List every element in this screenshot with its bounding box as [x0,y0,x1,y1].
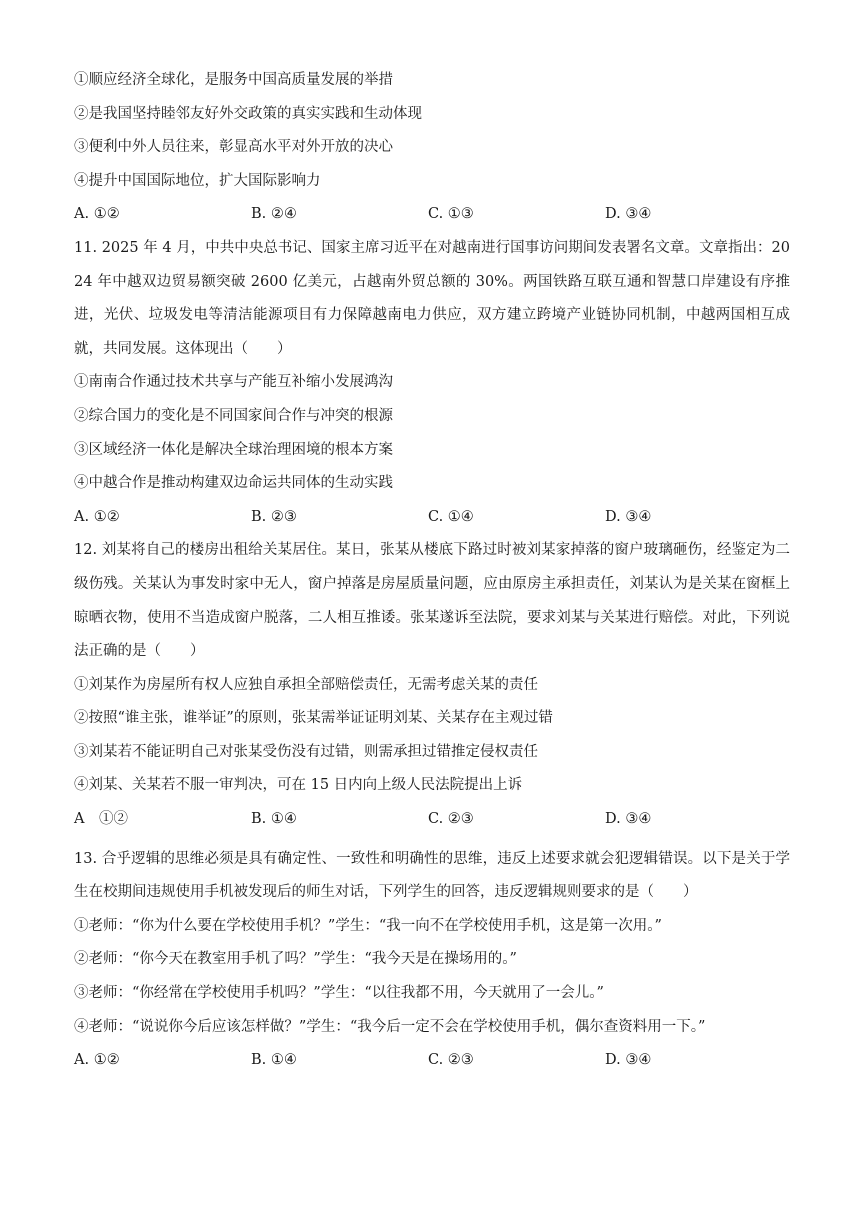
q11-option-d: D. ③④ [605,508,652,525]
question-10 [74,64,790,232]
exam-page [74,64,790,1078]
q11-stem: 11. 2025 年 4 月，中共中央总书记、国家主席习近平在对越南进行国事访问期间发表署名文章。文章指出：2024 年中越双边贸易额突破 2600 亿美元，占越南外贸总额的 30%。两国铁路互联互通和智慧口岸建设有序推进，光伏、垃圾发电等清洁能源项目有力保障越南电力供应，双方建立跨境产业链协同机制，中越两国相互成就，共同发展。这体现出（ ） [74,239,790,357]
question-13 [74,843,790,1078]
q11-item-2: ②综合国力的变化是不同国家间合作与冲突的根源 [74,407,393,424]
q13-options [74,1044,790,1078]
q10-option-a: A. ①② [74,206,120,223]
q12-item-4: ④刘某、关某若不服一审判决，可在 15 日内向上级人民法院提出上诉 [74,777,523,794]
q13-option-b: B. ①④ [251,1052,297,1069]
q10-item-3: ③便利中外人员往来，彰显高水平对外开放的决心 [74,139,393,156]
q13-item-2: ②老师：“你今天在教室用手机了吗？”学生：“我今天是在操场用的。” [74,951,517,968]
q11-item-4: ④中越合作是推动构建双边命运共同体的生动实践 [74,475,393,492]
q12-option-a: A ①② [74,811,128,828]
q10-option-b: B. ②④ [251,206,297,223]
q12-item-2: ②按照“谁主张，谁举证”的原则，张某需举证证明刘某、关某存在主观过错 [74,710,553,727]
q11-option-b: B. ②③ [251,508,297,525]
q12-item-1: ①刘某作为房屋所有权人应独自承担全部赔偿责任，无需考虑关某的责任 [74,676,538,693]
q12-stem: 12. 刘某将自己的楼房出租给关某居住。某日，张某从楼底下路过时被刘某家掉落的窗户玻璃砸伤，经鉴定为二级伤残。关某认为事发时家中无人，窗户掉落是房屋质量问题，应由原房主承担责任，刘某认为是关某在窗框上晾晒衣物，使用不当造成窗户脱落，二人相互推诿。张某遂诉至法院，要求刘某与关某进行赔偿。对此，下列说法正确的是（ ） [74,542,790,660]
q12-option-d: D. ③④ [605,811,652,828]
q12-option-c: C. ②③ [428,811,474,828]
q11-options [74,501,790,535]
q13-item-1: ①老师：“你为什么要在学校使用手机？”学生：“我一向不在学校使用手机，这是第一次用。” [74,917,662,934]
q12-item-3: ③刘某若不能证明自己对张某受伤没有过错，则需承担过错推定侵权责任 [74,743,538,760]
q13-option-c: C. ②③ [428,1052,474,1069]
q10-item-2: ②是我国坚持睦邻友好外交政策的真实实践和生动体现 [74,105,422,122]
question-12 [74,534,790,836]
q11-option-c: C. ①④ [428,508,474,525]
q11-item-1: ①南南合作通过技术共享与产能互补缩小发展鸿沟 [74,374,393,391]
q13-option-a: A. ①② [74,1052,120,1069]
q13-item-4: ④老师：“说说你今后应该怎样做？”学生：“我今后一定不会在学校使用手机，偶尔查资料用一下。” [74,1018,706,1035]
q12-option-b: B. ①④ [251,811,297,828]
q12-options [74,803,790,837]
q10-item-1: ①顺应经济全球化，是服务中国高质量发展的举措 [74,72,393,88]
q13-option-d: D. ③④ [605,1052,652,1069]
q11-option-a: A. ①② [74,508,120,525]
q10-options [74,198,790,232]
q10-option-c: C. ①③ [428,206,474,223]
q13-stem: 13. 合乎逻辑的思维必须是具有确定性、一致性和明确性的思维，违反上述要求就会犯逻辑错误。以下是关于学生在校期间违规使用手机被发现后的师生对话，下列学生的回答，违反逻辑规则要求的是（ ） [74,850,790,901]
q10-option-d: D. ③④ [605,206,652,223]
question-11 [74,232,790,534]
q11-item-3: ③区域经济一体化是解决全球治理困境的根本方案 [74,441,393,458]
q10-item-4: ④提升中国国际地位，扩大国际影响力 [74,172,321,189]
q13-item-3: ③老师：“你经常在学校使用手机吗？”学生：“以往我都不用，今天就用了一会儿。” [74,985,604,1002]
